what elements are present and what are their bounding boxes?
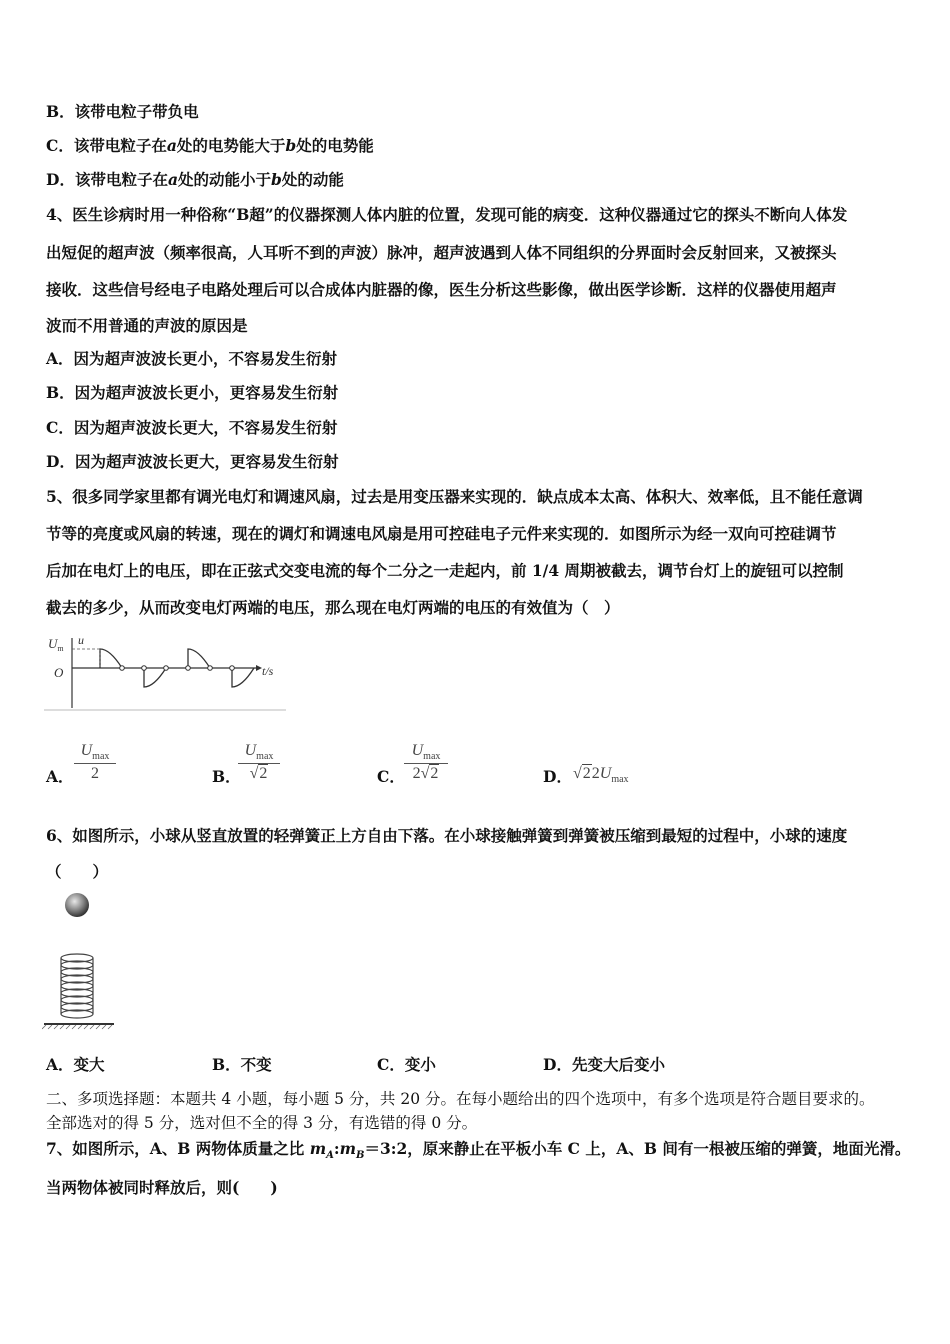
q5-option-a-formula: $U_{max}$ 2 [74, 742, 116, 783]
q6-stem-line-1: 6、如图所示，小球从竖直放置的轻弹簧正上方自由下落。在小球接触弹簧到弹簧被压缩到最短的过程中，小球的速度 [46, 826, 848, 845]
graph-neg-half-2 [232, 668, 254, 687]
q5-option-c-formula: $U_{max}$ 2√2 [404, 742, 448, 783]
graph-point [186, 666, 191, 671]
graph-pos-half-2 [188, 649, 210, 668]
q4-option-a: A．因为超声波波长更小，不容易发生衍射 [46, 349, 338, 368]
q5-stem-line-4: 截去的多少，从而改变电灯两端的电压，那么现在电灯两端的电压的有效值为（ ） [46, 598, 620, 617]
graph-point [164, 666, 169, 671]
q4-stem-line-1: 4、医生诊病时用一种俗称“B超”的仪器探测人体内脏的位置，发现可能的病变．这种仪器通过它的探头不断向人体发 [46, 205, 848, 224]
q4-option-c: C．因为超声波波长更大，不容易发生衍射 [46, 418, 338, 437]
q3-option-c: C．该带电粒子在a处的电势能大于b处的电势能 [46, 136, 374, 155]
graph-um-label: $U_m$ [48, 636, 64, 653]
q5-option-a-label: A． [46, 767, 74, 786]
ball [65, 893, 89, 917]
q7-stem-line-1: 7、如图所示，A、B 两物体质量之比 $m_A:m_B=3:2$，原来静止在平板小车 C 上，A、B 间有一根被压缩的弹簧，地面光滑。 [46, 1139, 911, 1162]
q5-option-c-label: C． [377, 767, 405, 786]
section2-heading-line-1: 二、多项选择题：本题共 4 小题，每小题 5 分，共 20 分。在每小题给出的四个选项中，有多个选项是符合题目要求的。 [46, 1090, 875, 1108]
q6-option-a: A．变大 [46, 1055, 105, 1074]
graph-pos-half-1 [100, 649, 122, 668]
ground-hatch [42, 1025, 112, 1029]
graph-point [230, 666, 235, 671]
q5-stem-line-1: 5、很多同学家里都有调光电灯和调速风扇，过去是用变压器来实现的．缺点成本太高、体积大、效率低，且不能任意调 [46, 487, 863, 506]
q6-ball-spring-figure [42, 888, 122, 1033]
q6-stem-line-2: （ ） [46, 862, 109, 881]
q5-option-b-label: B． [212, 767, 241, 786]
graph-origin-label: O [54, 665, 64, 680]
q5-option-d-label: D． [543, 767, 572, 786]
graph-point [120, 666, 125, 671]
q7-stem-line-2: 当两物体被同时释放后，则( ) [46, 1178, 278, 1197]
graph-neg-half-1 [144, 668, 166, 687]
spring [61, 954, 93, 1018]
q5-option-d-formula: $√22U_{max}$ [573, 765, 629, 786]
q4-stem-line-4: 波而不用普通的声波的原因是 [46, 316, 248, 335]
q5-option-b-formula: $U_{max}$ √2 [238, 742, 280, 783]
q4-stem-line-2: 出短促的超声波（频率很高，人耳听不到的声波）脉冲，超声波遇到人体不同组织的分界面时会反射回来，又被探头 [46, 243, 837, 262]
q5-voltage-graph [44, 632, 289, 712]
q5-stem-line-3: 后加在电灯上的电压，即在正弦式交变电流的每个二分之一走起内，前 1/4 周期被截去，调节台灯上的旋钮可以控制 [46, 561, 844, 580]
graph-point [142, 666, 147, 671]
graph-u-label: u [78, 633, 84, 647]
q4-option-b: B．因为超声波波长更小，更容易发生衍射 [46, 383, 339, 402]
graph-t-label: t/s [262, 664, 274, 678]
q4-option-d: D．因为超声波波长更大，更容易发生衍射 [46, 452, 339, 471]
q6-option-c: C．变小 [377, 1055, 436, 1074]
graph-point [208, 666, 213, 671]
q3-option-d: D．该带电粒子在a处的动能小于b处的动能 [46, 170, 344, 189]
q4-stem-line-3: 接收．这些信号经电子电路处理后可以合成体内脏器的像，医生分析这些影像，做出医学诊断．这样的仪器使用超声 [46, 280, 837, 299]
q5-stem-line-2: 节等的亮度或风扇的转速，现在的调灯和调速电风扇是用可控硅电子元件来实现的．如图所示为经一双向可控硅调节 [46, 524, 837, 543]
q6-option-d: D．先变大后变小 [543, 1055, 665, 1074]
q6-option-b: B．不变 [212, 1055, 272, 1074]
q3-option-b: B．该带电粒子带负电 [46, 102, 199, 121]
section2-heading-line-2: 全部选对的得 5 分，选对但不全的得 3 分，有选错的得 0 分。 [46, 1114, 478, 1132]
